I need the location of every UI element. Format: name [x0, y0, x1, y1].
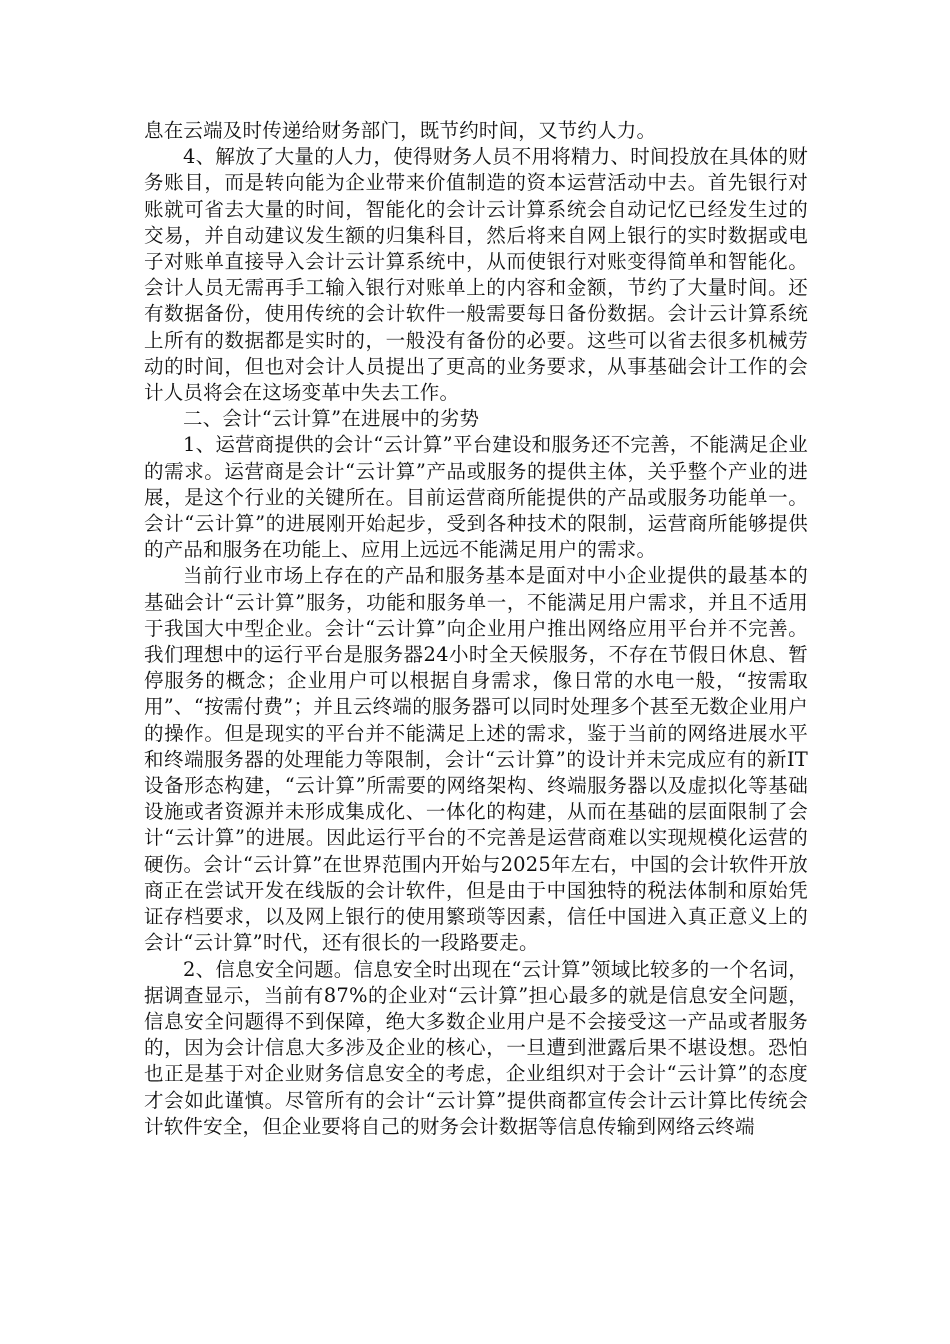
section-heading-disadvantages: 二、会计“云计算”在进展中的劣势 — [183, 407, 480, 431]
paragraph-platform-issues: 1、运营商提供的会计“云计算”平台建设和服务还不完善，不能满足企业的需求。运营商是会计“云计算”产品或服务的提供主体，关乎整个产业的进展，是这个行业的关键所在。目前运营商所能提供的产品或服务功能单一。会计“云计算”的进展刚开始起步，受到各种技术的限制，运营商所能够提供的产品和服务在功能上、应用上远远不能满足用户的需求。 — [144, 433, 808, 562]
document-page — [144, 118, 808, 1140]
paragraph-labor-savings: 4、解放了大量的人力，使得财务人员不用将精力、时间投放在具体的财务账目，而是转向能为企业带来价值制造的资本运营活动中去。首先银行对账就可省去大量的时间，智能化的会计云计算系统会自动记忆已经发生过的交易，并自动建议发生额的归集科目，然后将来自网上银行的实时数据或电子对账单直接导入会计云计算系统中，从而使银行对账变得简单和智能化。会计人员无需再手工输入银行对账单上的内容和金额，节约了大量时间。还有数据备份，使用传统的会计软件一般需要每日备份数据。会计云计算系统上所有的数据都是实时的，一般没有备份的必要。这些可以省去很多机械劳动的时间，但也对会计人员提出了更高的业务要求，从事基础会计工作的会计人员将会在这场变革中失去工作。 — [144, 145, 808, 405]
paragraph-market-status: 当前行业市场上存在的产品和服务基本是面对中小企业提供的最基本的基础会计“云计算”服务，功能和服务单一，不能满足用户需求，并且不适用于我国大中型企业。会计“云计算”向企业用户推出网络应用平台并不完善。我们理想中的运行平台是服务器24小时全天候服务，不存在节假日休息、暂停服务的概念；企业用户可以根据自身需求，像日常的水电一般，“按需取用”、“按需付费”；并且云终端的服务器可以同时处理多个甚至无数企业用户的操作。但是现实的平台并不能满足上述的需求，鉴于当前的网络进展水平和终端服务器的处理能力等限制，会计“云计算”的设计并未完成应有的新IT设备形态构建，“云计算”所需要的网络架构、终端服务器以及虚拟化等基础设施或者资源并未形成集成化、一体化的构建，从而在基础的层面限制了会计“云计算”的进展。因此运行平台的不完善是运营商难以实现规模化运营的硬伤。会计“云计算”在世界范围内开始与2025年左右，中国的会计软件开放商正在尝试开发在线版的会计软件，但是由于中国独特的税法体制和原始凭证存档要求，以及网上银行的使用繁琐等因素，信任中国进入真正意义上的会计“云计算”时代，还有很长的一段路要走。 — [144, 564, 808, 955]
paragraph-information-security: 2、信息安全问题。信息安全时出现在“云计算”领域比较多的一个名词，据调查显示，当前有87%的企业对“云计算”担心最多的就是信息安全问题，信息安全问题得不到保障，绝大多数企业用户是不会接受这一产品或者服务的，因为会计信息大多涉及企业的核心，一旦遭到泄露后果不堪设想。恐怕也正是基于对企业财务信息安全的考虑，企业组织对于会计“云计算”的态度才会如此谨慎。尽管所有的会计“云计算”提供商都宣传会计云计算比传统会计软件安全，但企业要将自己的财务会计数据等信息传输到网络云终端 — [144, 957, 808, 1138]
paragraph-continuation: 息在云端及时传递给财务部门，既节约时间，又节约人力。 — [144, 119, 657, 142]
